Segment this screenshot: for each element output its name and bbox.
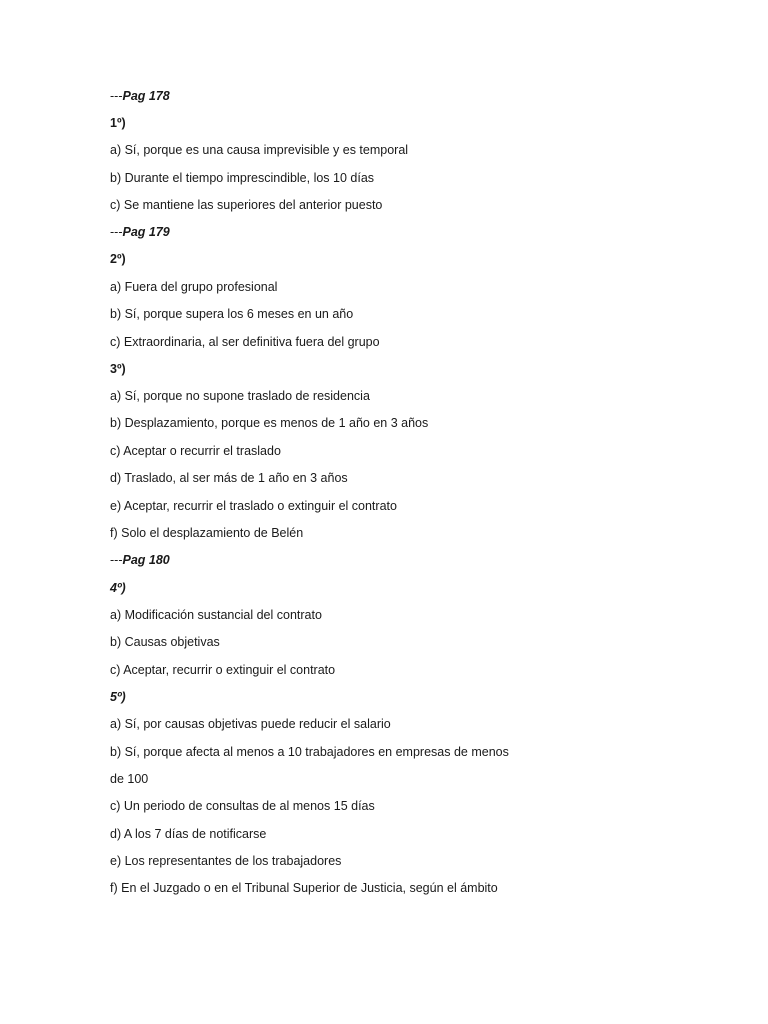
answer-line: a) Modificación sustancial del contrato — [110, 608, 322, 622]
answer-line: d) A los 7 días de notificarse — [110, 827, 267, 841]
answer-line: f) En el Juzgado o en el Tribunal Superior de Justicia, según el ámbito — [110, 881, 498, 895]
page-marker-dashes: --- — [110, 225, 123, 239]
answer-line: a) Sí, porque no supone traslado de residencia — [110, 389, 370, 403]
answer-line: b) Causas objetivas — [110, 635, 220, 649]
answer-line: b) Sí, porque supera los 6 meses en un año — [110, 307, 354, 321]
page-marker-label: Pag 178 — [122, 89, 170, 103]
answer-line: f) Solo el desplazamiento de Belén — [110, 526, 304, 540]
answer-line: b) Sí, porque afecta al menos a 10 trabajadores en empresas de menos — [110, 745, 509, 759]
page-marker-dashes: --- — [110, 553, 123, 567]
answer-line: a) Sí, porque es una causa imprevisible y es temporal — [110, 143, 409, 157]
answer-line: a) Sí, por causas objetivas puede reducir el salario — [110, 717, 391, 731]
question-number: 4º) — [110, 581, 126, 595]
answer-line: e) Aceptar, recurrir el traslado o extinguir el contrato — [110, 499, 397, 513]
question-number: 5º) — [110, 690, 126, 704]
answer-line: c) Aceptar o recurrir el traslado — [110, 444, 281, 458]
question-number: 1º) — [110, 116, 126, 130]
answer-line: c) Se mantiene las superiores del anterior puesto — [110, 198, 383, 212]
answer-line: b) Durante el tiempo imprescindible, los 10 días — [110, 171, 375, 185]
page-marker-dashes: --- — [110, 89, 123, 103]
answer-line: c) Extraordinaria, al ser definitiva fuera del grupo — [110, 335, 380, 349]
answer-line: c) Aceptar, recurrir o extinguir el contrato — [110, 663, 336, 677]
answer-line: d) Traslado, al ser más de 1 año en 3 años — [110, 471, 348, 485]
page-marker — [110, 552, 170, 568]
answer-line: de 100 — [110, 772, 149, 786]
page-marker-label: Pag 180 — [122, 553, 170, 567]
page-marker — [110, 224, 170, 240]
question-number: 2º) — [110, 252, 126, 266]
question-number: 3º) — [110, 362, 126, 376]
answer-line: b) Desplazamiento, porque es menos de 1 año en 3 años — [110, 416, 429, 430]
page-marker-label: Pag 179 — [122, 225, 170, 239]
answer-line: a) Fuera del grupo profesional — [110, 280, 278, 294]
answer-line: e) Los representantes de los trabajadores — [110, 854, 342, 868]
page-marker — [110, 88, 170, 104]
answer-line: c) Un periodo de consultas de al menos 15 días — [110, 799, 375, 813]
